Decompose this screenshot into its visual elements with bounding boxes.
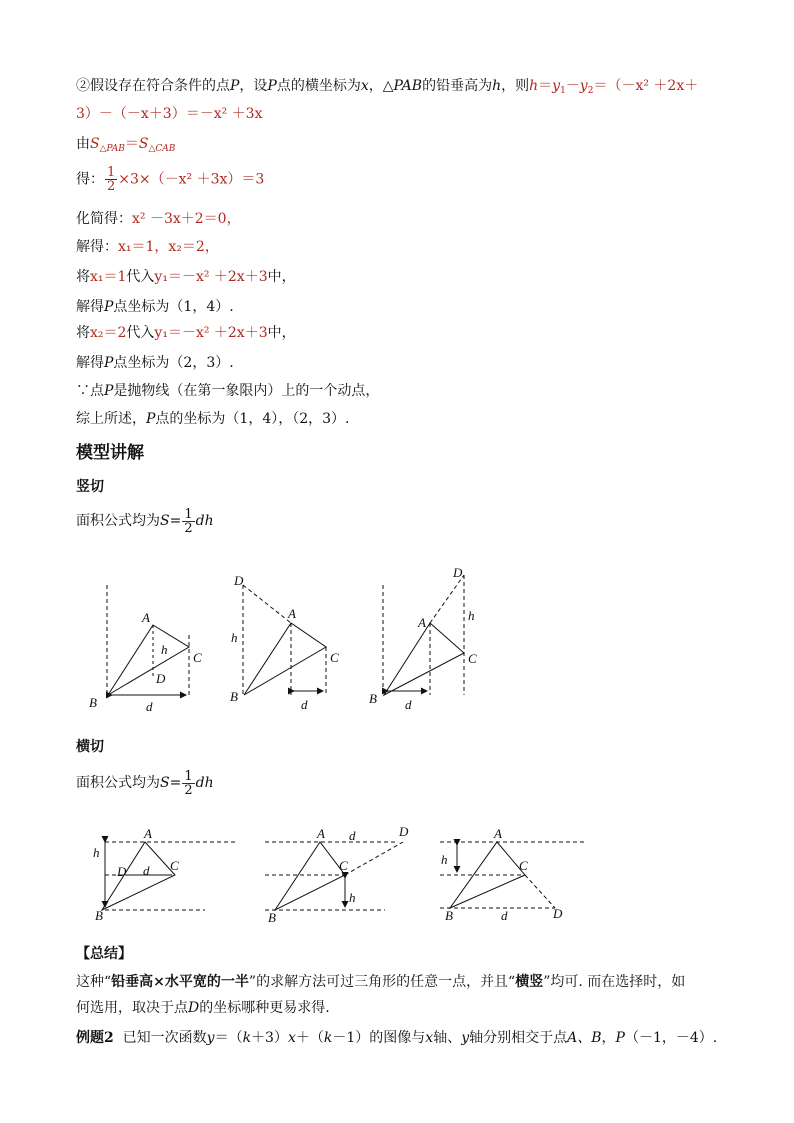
label-h: h — [93, 845, 100, 860]
label-C: C — [330, 650, 339, 665]
text: 中， — [267, 269, 296, 285]
solution-line-5 — [76, 209, 241, 229]
var-S: S — [160, 775, 170, 791]
text: 面积公式均为 — [76, 513, 160, 529]
label-C: C — [519, 858, 528, 873]
vertical-diagram-2 — [230, 573, 339, 712]
fraction-numerator: 1 — [184, 768, 193, 784]
solution-line-3 — [76, 134, 175, 159]
text: ，设 — [239, 78, 268, 94]
label-C: C — [193, 650, 202, 665]
fraction — [182, 770, 194, 797]
label-h: h — [161, 642, 168, 657]
text: 化简得： — [76, 211, 132, 227]
horizontal-diagram-1 — [93, 826, 235, 923]
summary-para-1 — [76, 972, 685, 992]
text: ＝ — [124, 136, 139, 152]
text: －1）的图像与 — [332, 1030, 426, 1046]
vertical-cut-title: 竖切 — [76, 479, 104, 495]
text: ”均可. 而在选择时，如 — [543, 974, 686, 990]
label-B: B — [230, 689, 238, 704]
var-y2: y — [579, 78, 588, 94]
text: 中， — [267, 325, 296, 341]
text: 由 — [76, 136, 90, 152]
var-AB: A、B — [567, 1030, 602, 1046]
label-C: C — [170, 858, 179, 873]
solution-line-1 — [76, 76, 698, 101]
solution-line-9 — [76, 323, 296, 343]
fraction-denominator: 2 — [107, 179, 116, 194]
label-B: B — [268, 910, 276, 925]
text: ”的求解方法可过三角形的任意一点，并且“ — [248, 974, 516, 990]
label-h: h — [349, 890, 356, 905]
text: 解得 — [76, 355, 104, 371]
text: 轴、 — [433, 1030, 462, 1046]
text: 面积公式均为 — [76, 775, 160, 791]
label-C: C — [339, 858, 348, 873]
text: = — [169, 775, 182, 791]
text: ＝ — [538, 78, 553, 94]
var-x: x — [425, 1030, 434, 1046]
text: 这种“ — [76, 974, 112, 990]
solution-line-7 — [76, 267, 296, 287]
label-D: D — [117, 864, 127, 879]
var-dh: dh — [195, 775, 214, 791]
label-A: A — [142, 610, 150, 625]
text: 点坐标为（1，4）. — [113, 299, 234, 315]
text: （－1，－4）. — [624, 1030, 718, 1046]
var-P: P — [267, 78, 277, 94]
example-label: 例题2 — [76, 1030, 114, 1046]
text: ＋3） — [251, 1030, 288, 1046]
label-d: d — [143, 863, 150, 878]
text: 代入 — [126, 269, 155, 285]
label-D: D — [399, 824, 409, 839]
summary-para-2 — [76, 998, 330, 1018]
fraction — [105, 166, 117, 193]
var-P: P — [615, 1030, 625, 1046]
emphasis: 横竖 — [515, 974, 544, 990]
var-PAB: PAB — [393, 78, 423, 94]
label-A: A — [494, 826, 502, 841]
example-2 — [76, 1028, 717, 1048]
label-D: D — [234, 573, 244, 588]
text: 点坐标为（2，3）. — [113, 355, 234, 371]
var-P: P — [146, 411, 156, 427]
solution-line-8 — [76, 297, 234, 317]
label-d: d — [146, 699, 153, 714]
text: y₁＝－x² ＋2x＋3 — [154, 325, 268, 341]
text: 得： — [76, 171, 104, 188]
var-k: k — [242, 1030, 252, 1046]
text: 是抛物线（在第一象限内）上的一个动点， — [113, 383, 380, 399]
fraction — [182, 508, 194, 535]
text: 轴分别相交于点 — [469, 1030, 568, 1046]
section-title: 模型讲解 — [76, 443, 144, 463]
var-P: P — [104, 355, 114, 371]
var-y: y — [461, 1030, 470, 1046]
var-dh: dh — [195, 513, 214, 529]
var-S: S — [138, 136, 149, 152]
label-D: D — [453, 565, 463, 580]
label-B: B — [369, 691, 377, 706]
label-d: d — [501, 908, 508, 923]
label-A: A — [418, 615, 426, 630]
fraction-denominator: 2 — [184, 782, 193, 798]
subscript: 1 — [560, 86, 566, 96]
text: x₁＝1 — [90, 269, 127, 285]
solution-line-6 — [76, 237, 219, 257]
text: ＝（ — [214, 1030, 243, 1046]
var-h: h — [492, 78, 502, 94]
label-D: D — [553, 906, 563, 921]
text: 点的坐标为（1，4），（2，3）. — [155, 411, 350, 427]
solution-line-10 — [76, 353, 234, 373]
text: x₂＝2 — [90, 325, 127, 341]
text: 代入 — [126, 325, 155, 341]
vertical-cut-diagrams — [80, 565, 500, 720]
horizontal-formula — [76, 768, 214, 798]
text: 解得： — [76, 239, 118, 255]
var-S: S — [90, 136, 100, 152]
text: ＝（－x² ＋2x＋ — [593, 78, 699, 94]
subscript: △CAB — [148, 144, 176, 154]
solution-line-4 — [76, 166, 264, 193]
var-S: S — [160, 513, 170, 529]
vertical-formula — [76, 506, 214, 536]
text: ， — [601, 1030, 616, 1046]
horizontal-diagram-2 — [265, 824, 409, 925]
summary-title: 【总结】 — [76, 946, 132, 962]
var-k: k — [323, 1030, 333, 1046]
label-d: d — [301, 697, 308, 712]
text: 综上所述， — [76, 411, 146, 427]
var-D: D — [188, 1000, 200, 1016]
horizontal-diagram-3 — [440, 826, 585, 923]
text: ②假设存在符合条件的点 — [76, 78, 230, 94]
var-h: h — [529, 78, 539, 94]
label-h: h — [231, 630, 238, 645]
horizontal-cut-diagrams — [85, 820, 595, 930]
text: 已知一次函数 — [122, 1030, 207, 1046]
horizontal-cut-title: 横切 — [76, 739, 104, 755]
fraction-numerator: 1 — [107, 165, 116, 180]
text: ∵点 — [76, 383, 104, 399]
text: 点的横坐标为 — [276, 78, 361, 94]
text: 将 — [76, 269, 90, 285]
var-P: P — [230, 78, 240, 94]
text: 解得 — [76, 299, 104, 315]
text: x₁＝1，x₂＝2， — [118, 239, 219, 255]
text: ，则 — [501, 78, 530, 94]
label-B: B — [445, 908, 453, 923]
fraction-numerator: 1 — [184, 506, 193, 522]
var-y: y — [206, 1030, 215, 1046]
vertical-diagram-3 — [369, 565, 477, 712]
text: ，△ — [368, 78, 394, 94]
label-h: h — [468, 608, 475, 623]
text: 将 — [76, 325, 90, 341]
label-A: A — [317, 826, 325, 841]
text: ＋（ — [295, 1030, 324, 1046]
vertical-diagram-1 — [89, 585, 202, 714]
label-d: d — [349, 828, 356, 843]
solution-line-2: 3）－（－x＋3）＝－x² ＋3x — [76, 106, 263, 122]
var-x: x — [360, 78, 369, 94]
text: 何选用，取决于点 — [76, 1000, 188, 1016]
text: 的铅垂高为 — [422, 78, 493, 94]
text: = — [169, 513, 182, 529]
subscript: △PAB — [99, 144, 125, 154]
fraction-denominator: 2 — [184, 520, 193, 536]
label-D: D — [156, 671, 166, 686]
text: 的坐标哪种更易求得. — [199, 1000, 330, 1016]
text: y₁＝－x² ＋2x＋3 — [154, 269, 268, 285]
solution-line-11 — [76, 381, 379, 401]
label-A: A — [144, 826, 152, 841]
label-A: A — [288, 606, 296, 621]
subscript: 2 — [587, 86, 594, 96]
label-h: h — [441, 852, 448, 867]
var-y1: y — [552, 78, 561, 94]
label-B: B — [89, 695, 97, 710]
solution-line-12 — [76, 409, 350, 429]
var-x: x — [287, 1030, 296, 1046]
text: x² －3x＋2＝0， — [132, 211, 241, 227]
text: ×3×（－x² ＋3x）＝3 — [118, 171, 265, 188]
label-d: d — [405, 697, 412, 712]
emphasis: 铅垂高×水平宽的一半 — [111, 974, 249, 990]
var-P: P — [104, 383, 114, 399]
label-C: C — [468, 651, 477, 666]
label-B: B — [95, 908, 103, 923]
var-P: P — [104, 299, 114, 315]
text: － — [565, 78, 580, 94]
